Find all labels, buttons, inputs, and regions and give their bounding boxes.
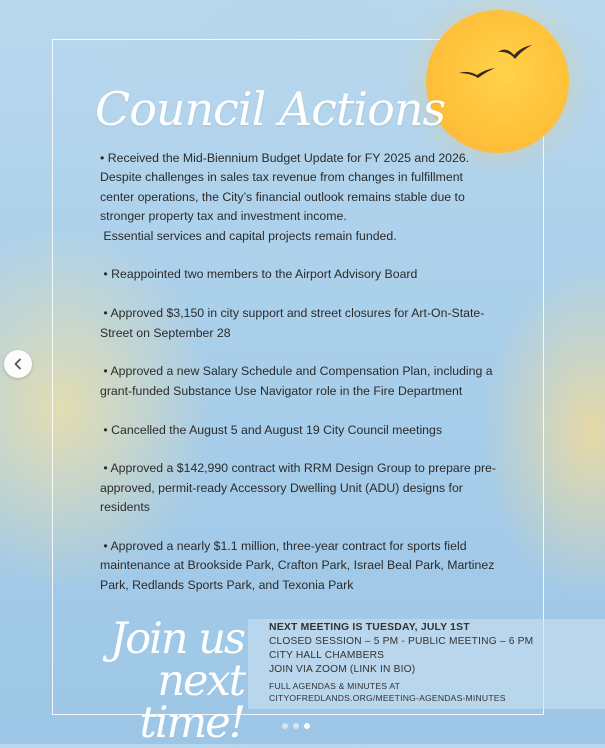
list-item: • Reappointed two members to the Airport Advisory Board xyxy=(100,267,418,282)
chevron-left-icon xyxy=(12,358,24,370)
next-meeting-text: NEXT MEETING IS TUESDAY, JULY 1ST xyxy=(269,622,470,633)
carousel-dot[interactable] xyxy=(293,723,299,729)
page-title: Council Actions xyxy=(95,82,446,136)
agendas-url: CITYOFREDLANDS.ORG/MEETING-AGENDAS-MINUTES xyxy=(269,693,506,703)
sessions-text: CLOSED SESSION – 5 PM - PUBLIC MEETING – 6 PM xyxy=(269,636,534,647)
list-item: • Received the Mid-Biennium Budget Update for FY 2025 and 2026. Despite challenges in sales tax revenue from changes in fulfillment center operations, the City’s financial outlook remains stable due to stronger property tax and investment income. Essential services and capital projects remain funded. xyxy=(100,151,470,243)
join-line-2: next time! xyxy=(139,656,244,748)
carousel-indicator xyxy=(282,723,310,729)
list-item: • Approved $3,150 in city support and street closures for Art-On-State-Street on September 28 xyxy=(100,306,485,340)
carousel-dot-active[interactable] xyxy=(304,723,310,729)
bird-icon xyxy=(497,44,533,62)
bird-icon xyxy=(458,66,496,80)
join-us-heading xyxy=(84,614,244,748)
carousel-prev-button[interactable] xyxy=(4,350,32,378)
meeting-info xyxy=(269,621,599,704)
agendas-label: FULL AGENDAS & MINUTES AT xyxy=(269,681,401,691)
list-item: • Approved a $142,990 contract with RRM Design Group to prepare pre-approved, permit-ready Accessory Dwelling Unit (ADU) designs for residents xyxy=(100,461,496,515)
carousel-dot[interactable] xyxy=(282,723,288,729)
join-line-1: Join us xyxy=(109,614,244,664)
zoom-text: JOIN VIA ZOOM (LINK IN BIO) xyxy=(269,664,416,675)
sun-icon xyxy=(426,10,569,153)
location-text: CITY HALL CHAMBERS xyxy=(269,650,385,661)
list-item: • Approved a nearly $1.1 million, three-year contract for sports field maintenance at Brookside Park, Crafton Park, Israel Beal Park, Martinez Park, Redlands Sports Park, and Texonia Park xyxy=(100,539,498,592)
list-item: • Approved a new Salary Schedule and Compensation Plan, including a grant-funded Substance Use Navigator role in the Fire Department xyxy=(100,364,497,398)
council-actions-list xyxy=(100,149,500,595)
list-item: • Cancelled the August 5 and August 19 City Council meetings xyxy=(100,422,443,437)
